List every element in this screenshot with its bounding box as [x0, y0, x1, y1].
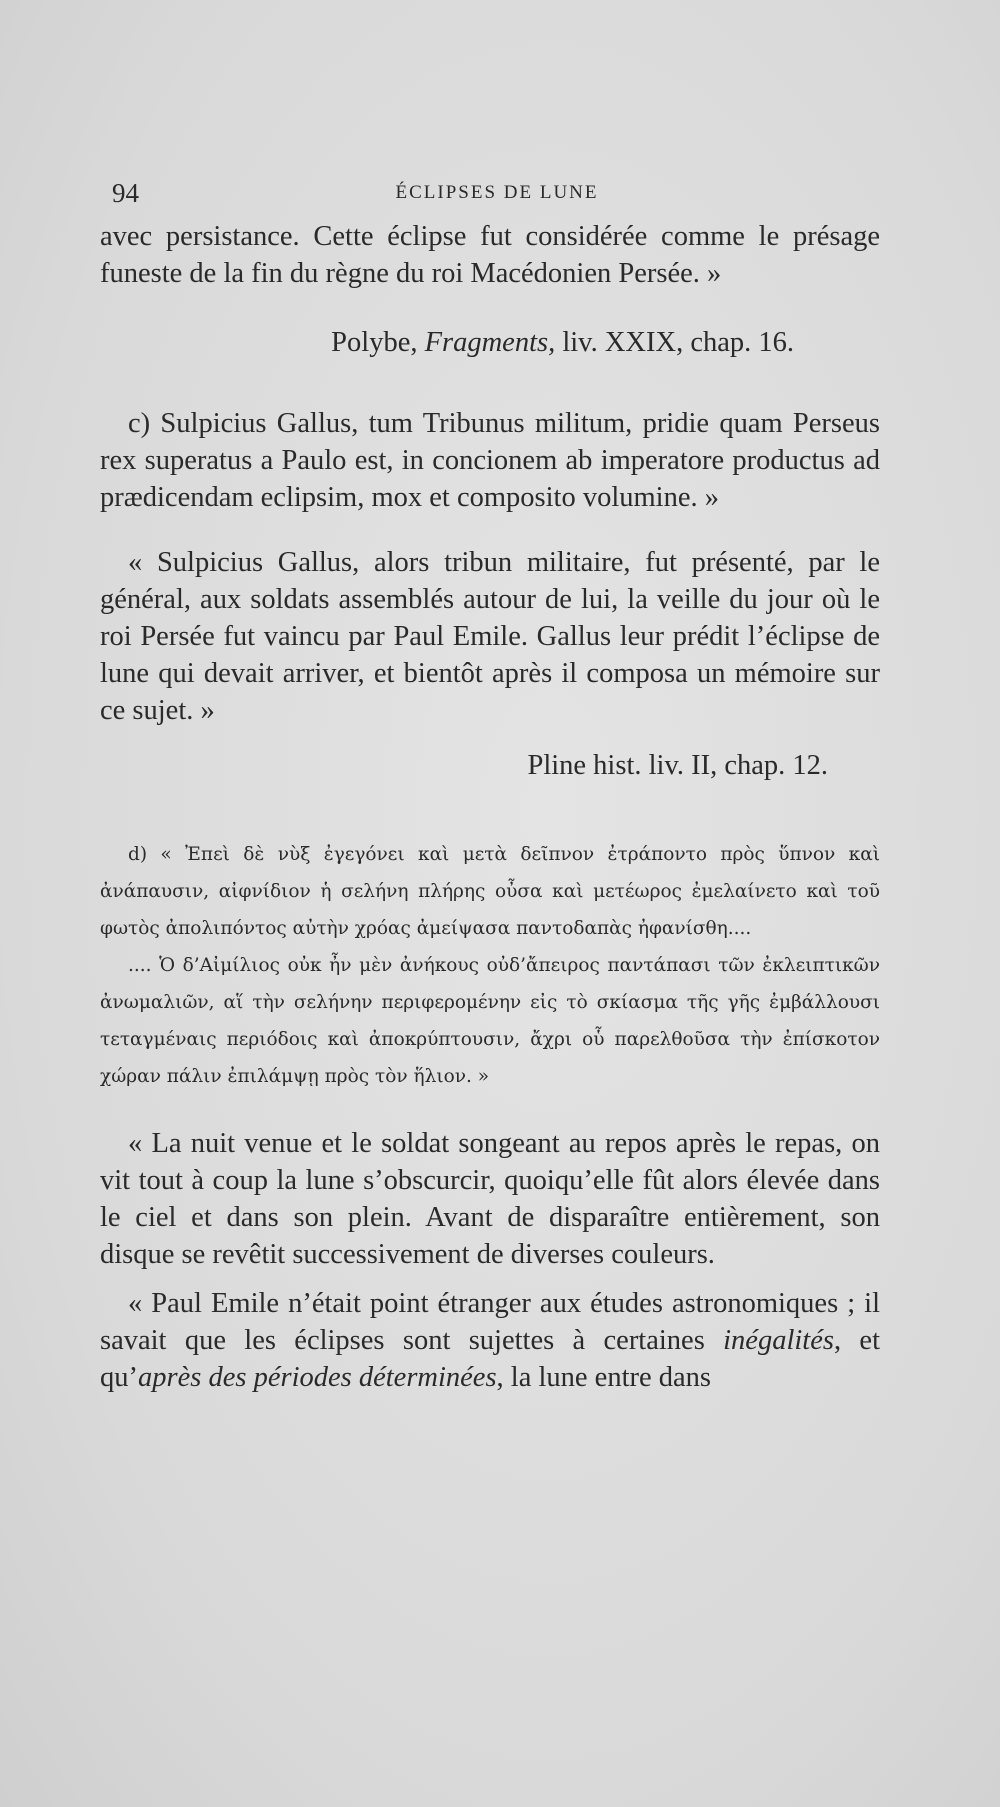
- citation-pline: Pline hist. liv. II, chap. 12.: [527, 750, 828, 781]
- citation-work: Fragments,: [424, 327, 556, 358]
- greek-quote-paragraph-1: d) « Ἐπεὶ δὲ νὺξ ἐγεγόνει καὶ μετὰ δεῖπνον ἐτράποντο πρὸς ὕπνον καὶ ἀνάπαυσιν, αἰφνίδιον ἡ σελήνη πλήρης οὖσα καὶ μετέωρος ἐμελαίνετο καὶ τοῦ φωτὸς ἀπολιπόντος αὐτὴν χρόας ἀμείψασα παντοδαπὰς ἠφανίσθη....: [100, 844, 880, 939]
- citation-ref: liv. XXIX, chap. 16.: [555, 327, 794, 358]
- page-body: [100, 218, 880, 1396]
- greek-quote-paragraph-2: .... Ὁ δ’Αἰμίλιος οὐκ ἦν μὲν ἀνήκους οὐδ’ἄπειρος παντάπασι τῶν ἐκλειπτικῶν ἀνωμαλιῶν, αἵ τὴν σελήνην περιφερομένην εἰς τὸ σκίασμα τῆς γῆς ἐμβάλλουσι τεταγμέναις περιόδοις καὶ ἀποκρύπτουσιν, ἄχρι οὗ παρελθοῦσα τὴν ἐπίσκοτον χώραν πάλιν ἐπιλάμψῃ πρὸς τὸν ἥλιον. »: [100, 955, 880, 1087]
- running-header: [112, 178, 882, 212]
- paragraph-continued: avec persistance. Cette éclipse fut considérée comme le présage funeste de la fin du règne du roi Macédonien Persée. »: [100, 221, 880, 289]
- running-title: ÉCLIPSES DE LUNE: [395, 182, 599, 203]
- latin-quote-paragraph: c) Sulpicius Gallus, tum Tribunus militum, pridie quam Perseus rex superatus a Paulo est, in concionem ab imperatore productus ad prædicendam eclipsim, mox et composito volumine. »: [100, 408, 880, 513]
- citation-polybe: [100, 324, 794, 361]
- french-paragraph-paul-emile: [100, 1285, 880, 1396]
- text-run: « Paul Emile n’était point étranger aux études astronomiques ; il savait que les éclipses sont sujettes à certaines: [100, 1288, 880, 1356]
- italic-run: inégalités: [723, 1325, 834, 1356]
- text-run: , la lune entre dans: [496, 1362, 712, 1393]
- french-translation-paragraph: « Sulpicius Gallus, alors tribun militaire, fut présenté, par le général, aux soldats assemblés autour de lui, la veille du jour où le roi Persée fut vaincu par Paul Emile. Gallus leur prédit l’éclipse de lune qui devait arriver, et bientôt après il composa un mémoire sur ce sujet. »: [100, 547, 880, 726]
- citation-author: Polybe,: [331, 327, 425, 358]
- text-run: , et qu’: [100, 1325, 880, 1393]
- page-number: 94: [112, 178, 139, 208]
- italic-run: après des périodes déterminées: [138, 1362, 497, 1393]
- french-paragraph-night: « La nuit venue et le soldat songeant au repos après le repas, on vit tout à coup la lune s’obscurcir, quoiqu’elle fût alors élevée dans le ciel et dans son plein. Avant de disparaître entièrement, son disque se revêtit successivement de diverses couleurs.: [100, 1128, 880, 1270]
